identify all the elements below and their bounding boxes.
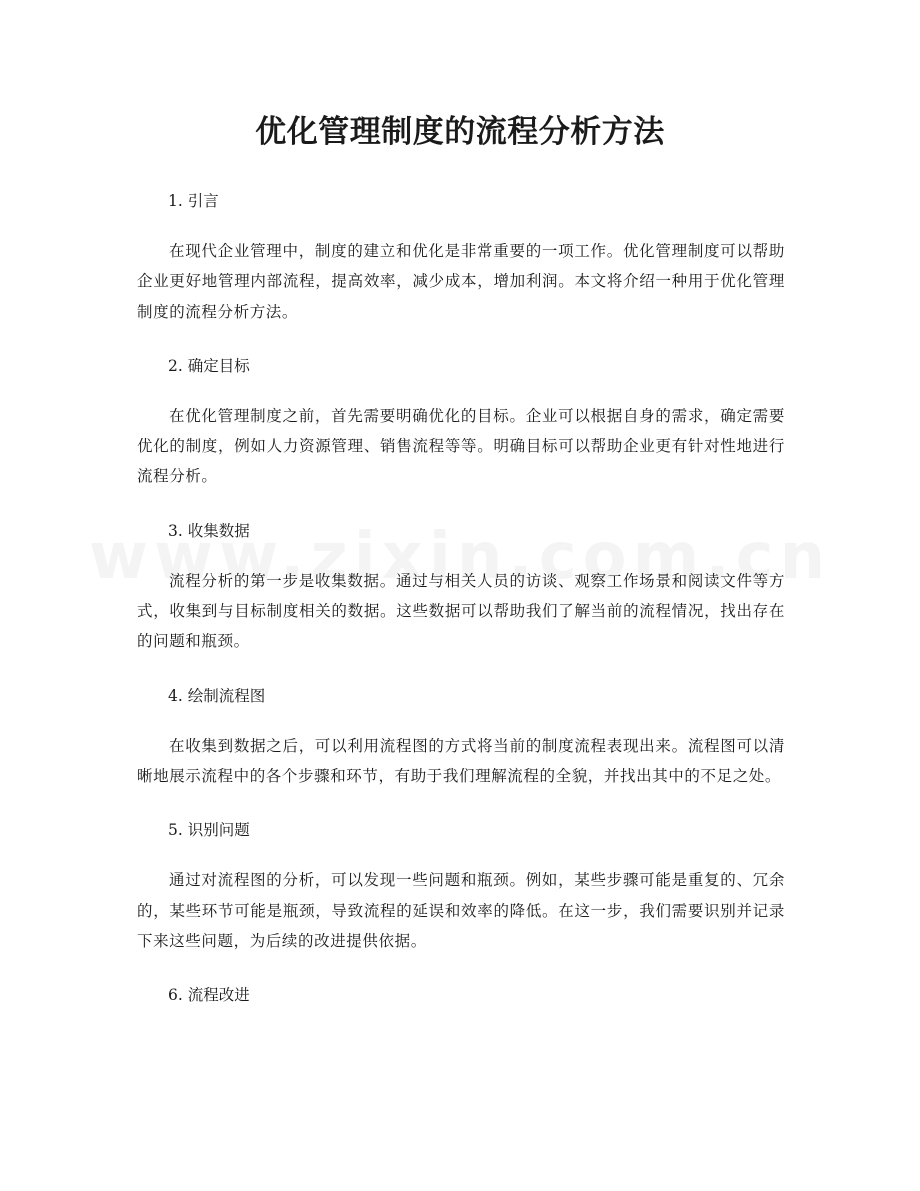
section-heading: 4. 绘制流程图 <box>168 686 266 705</box>
section-paragraph: 流程分析的第一步是收集数据。通过与相关人员的访谈、观察工作场景和阅读文件等方式，收集到与目标制度相关的数据。这些数据可以帮助我们了解当前的流程情况，找出存在的问题和瓶颈。 <box>137 571 785 651</box>
section-heading: 3. 收集数据 <box>168 521 250 540</box>
page-title: 优化管理制度的流程分析方法 <box>255 114 665 150</box>
section-heading: 6. 流程改进 <box>168 986 250 1005</box>
section-paragraph: 通过对流程图的分析，可以发现一些问题和瓶颈。例如，某些步骤可能是重复的、冗余的，某些环节可能是瓶颈，导致流程的延误和效率的降低。在这一步，我们需要识别并记录下来这些问题，为后续的改进提供依据。 <box>137 871 785 950</box>
document-body <box>137 186 785 1010</box>
section-paragraph: 在现代企业管理中，制度的建立和优化是非常重要的一项工作。优化管理制度可以帮助企业更好地管理内部流程，提高效率，减少成本，增加利润。本文将介绍一种用于优化管理制度的流程分析方法。 <box>137 242 785 321</box>
section-define-goals <box>137 351 785 492</box>
section-heading: 5. 识别问题 <box>168 821 250 840</box>
section-paragraph: 在优化管理制度之前，首先需要明确优化的目标。企业可以根据自身的需求，确定需要优化的制度，例如人力资源管理、销售流程等等。明确目标可以帮助企业更有针对性地进行流程分析。 <box>137 406 785 486</box>
section-process-improvement <box>137 980 785 1010</box>
section-heading: 1. 引言 <box>168 192 219 210</box>
section-introduction <box>137 186 785 327</box>
section-heading: 2. 确定目标 <box>168 356 250 375</box>
section-identify-problems <box>137 815 785 956</box>
section-collect-data <box>137 516 785 657</box>
section-draw-flowchart <box>137 681 785 792</box>
section-paragraph: 在收集到数据之后，可以利用流程图的方式将当前的制度流程表现出来。流程图可以清晰地展示流程中的各个步骤和环节，有助于我们理解流程的全貌，并找出其中的不足之处。 <box>137 736 785 785</box>
